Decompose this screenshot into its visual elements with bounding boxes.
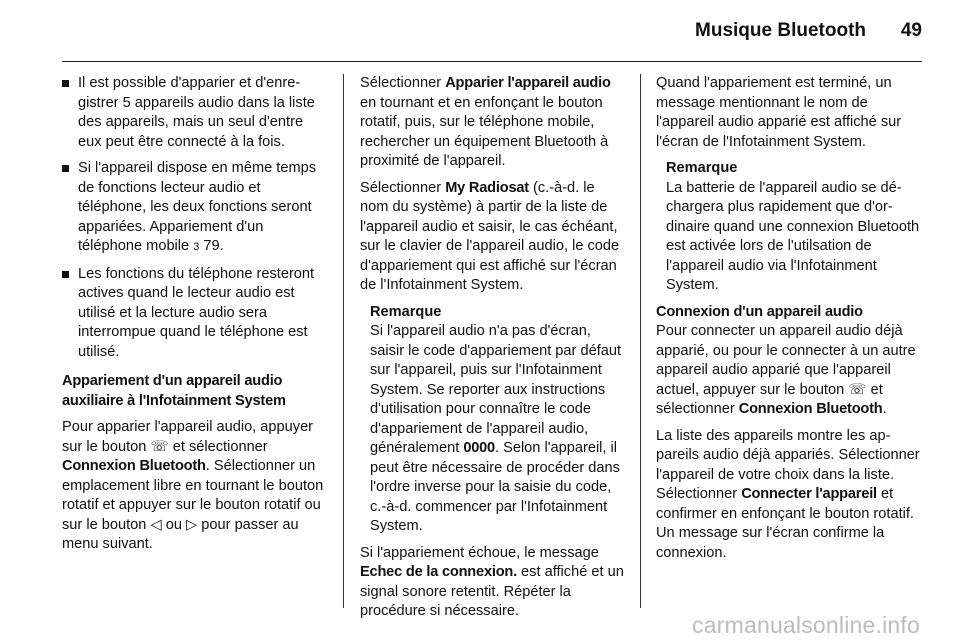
section-heading-pairing: Appariement d'un appareil audio auxiliaire à l'Infotainment System [62, 373, 286, 409]
column-3 [656, 74, 922, 570]
paragraph: Quand l'appariement est terminé, un message mentionnant le nom de l'appareil audio apparié est affiché sur l'écran de l'Infotainment System. [656, 75, 902, 150]
column-divider-2 [640, 74, 641, 608]
page-header [62, 20, 922, 44]
left-arrow-icon: ◁ [150, 516, 162, 533]
note-box: Remarque La batterie de l'appareil audio se déchargera plus rapidement que d'ordinaire quand une connexion Bluetooth est activée lors de l'utilsation de l'appareil audio via l'Infotainment System. [666, 159, 922, 296]
bullet-square-icon [62, 165, 69, 172]
paragraph: Sélectionner My Radiosat (c.-à-d. le nom du système) à partir de la liste de l'appareil audio et saisir, le cas échéant, sur le clavier de l'appareil audio, le code d'appariement qui est affiché sur l'écran de l'Infotainment System. [360, 179, 620, 293]
section-heading-connection: Connexion d'un appareil audio [656, 303, 863, 320]
column-2 [360, 74, 626, 629]
cross-reference-arrow-icon: 3 [193, 241, 200, 253]
note-box: Remarque Si l'appareil audio n'a pas d'écran, saisir le code d'appariement par défaut sur l'appareil, puis sur l'Infotainment System. Se reporter aux instructions d'utilisation pour connaître le code d'appariement de l'appareil audio, généralement 0000. Selon l'appareil, il peut être nécessaire de procéder dans l'ordre inverse pour la saisie du code, c.-à-d. commencer par l'Infotainment System. [370, 303, 626, 537]
phone-icon: ☏ [150, 438, 169, 455]
paragraph: Pour connecter un appareil audio déjà apparié, ou pour le connecter à un autre appareil audio apparié que l'appareil actuel, appuyer sur le bouton ☏ et sélectionner Connexion Bluetooth. [656, 323, 916, 417]
column-1 [62, 74, 326, 562]
list-item: Si l'appareil dispose en même temps de fonctions lecteur audio et téléphone, les deux fonctions seront appariées. Appariement d'un téléphone mobile 3 79. [62, 159, 326, 258]
note-title: Remarque [370, 303, 442, 320]
right-arrow-icon: ▷ [186, 516, 198, 533]
list-item: Il est possible d'apparier et d'enregistrer 5 appareils audio dans la liste des appareils, mais un seul d'entre eux peut être connecté à la fois. [62, 74, 326, 152]
paragraph: La liste des appareils montre les appareils audio déjà appariés. Sélectionner l'appareil de votre choix dans la liste. Sélectionner Connecter l'appareil et confirmer en enfonçant le bouton rotatif. Un message sur l'écran confirme la connexion. [656, 427, 920, 561]
phone-icon: ☏ [848, 381, 867, 398]
paragraph: Pour apparier l'appareil audio, appuyer sur le bouton ☏ et sélectionner Connexion Bluetooth. Sélectionner un emplacement libre en tournant le bouton rotatif et appuyer sur le bouton rotatif ou sur le bouton ◁ ou ▷ pour passer au menu suivant. [62, 419, 324, 552]
bullet-square-icon [62, 80, 69, 87]
header-rule [62, 61, 922, 62]
bullet-square-icon [62, 271, 69, 278]
column-divider-1 [343, 74, 344, 608]
note-title: Remarque [666, 160, 738, 176]
cross-reference-page: 79. [203, 238, 224, 254]
list-item: Les fonctions du téléphone resteront actives quand le lecteur audio est utilisé et la lecture audio sera interrompue quand le téléphone est utilisé. [62, 265, 326, 363]
watermark: carmanualsonline.info [692, 612, 920, 638]
paragraph: Sélectionner Apparier l'appareil audio en tournant et en enfonçant le bouton rotatif, puis, sur le téléphone mobile, rechercher un équipement Bluetooth à proximité de l'appareil. [360, 75, 611, 169]
page-title: Musique Bluetooth [695, 20, 866, 41]
paragraph: Si l'appariement échoue, le message Echec de la connexion. est affiché et un signal sonore retentit. Répéter la procédure si nécessaire. [360, 544, 624, 619]
bullet-list [62, 74, 326, 362]
page-number: 49 [900, 20, 922, 41]
